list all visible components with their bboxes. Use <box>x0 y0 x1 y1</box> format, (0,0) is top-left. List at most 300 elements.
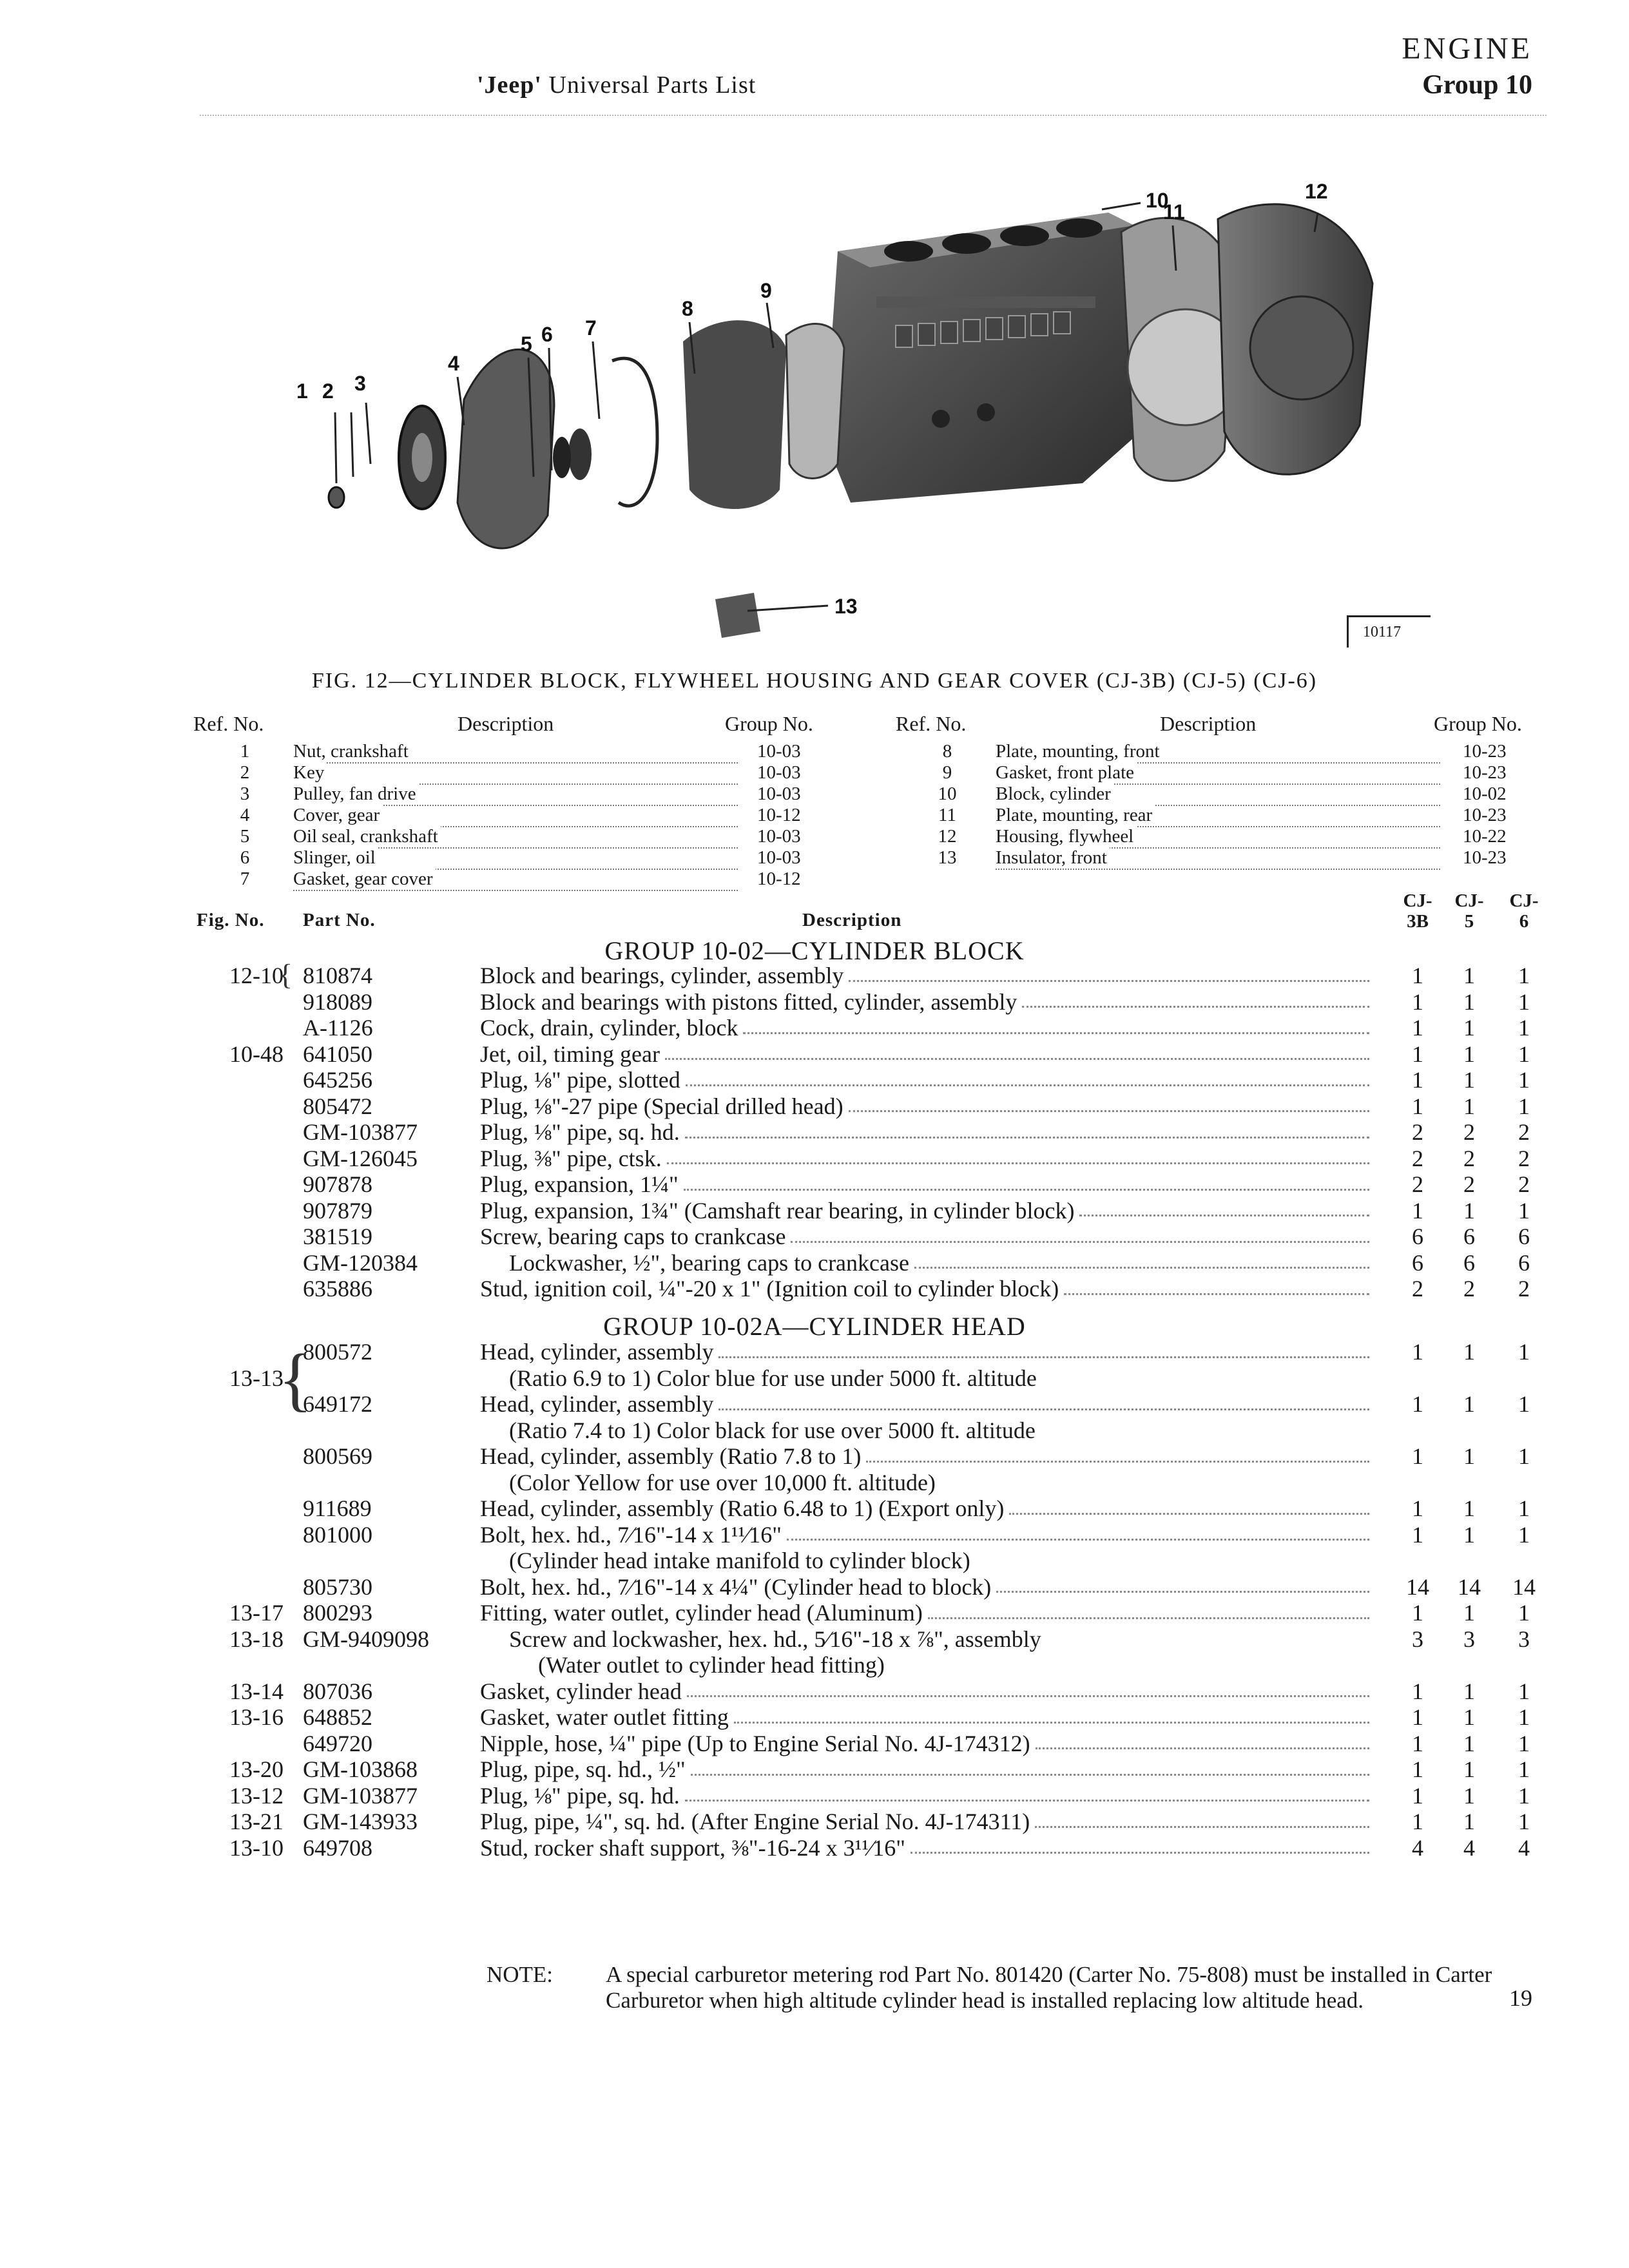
ref-no: 6 <box>240 847 250 868</box>
ref-desc: Plate, mounting, front <box>996 741 1440 764</box>
group-header-left: Group No. <box>725 712 813 735</box>
qty-cj5: 4 <box>1463 1834 1475 1861</box>
part-description: Plug, ⅛"-27 pipe (Special drilled head) <box>480 1093 843 1119</box>
part-no: GM-103868 <box>303 1756 418 1782</box>
ref-desc: Plate, mounting, rear <box>996 805 1440 827</box>
qty-cj3b: 1 <box>1412 1391 1423 1417</box>
figure-number-box: 10117 <box>1347 615 1431 648</box>
qty-cj3b: 1 <box>1412 963 1423 988</box>
leader-dots <box>1035 1809 1369 1828</box>
qty-cj3b: 1 <box>1412 1197 1423 1224</box>
ref-group: 10-03 <box>757 741 801 762</box>
part-description: (Ratio 6.9 to 1) Color blue for use under 5000 ft. altitude <box>509 1365 1037 1391</box>
qty-cj3b: 1 <box>1412 1730 1423 1756</box>
fig-no: 12-10 <box>229 963 284 988</box>
part-no: 649720 <box>303 1730 372 1756</box>
running-title <box>477 71 756 99</box>
callout-4: 4 <box>448 352 459 375</box>
qty-cj3b: 6 <box>1412 1224 1423 1249</box>
callout-13: 13 <box>834 595 858 618</box>
qty-cj3b: 1 <box>1412 1495 1423 1521</box>
qty-cj6: 3 <box>1518 1626 1530 1652</box>
fig-no: 13-16 <box>229 1704 284 1730</box>
qty-cj6: 1 <box>1518 1197 1530 1224</box>
part-no: GM-126045 <box>303 1145 418 1171</box>
section-name: ENGINE <box>1402 32 1532 66</box>
callout-10: 10 <box>1146 189 1169 212</box>
part-description: (Cylinder head intake manifold to cylinder block) <box>509 1548 970 1573</box>
qty-cj5: 1 <box>1463 1678 1475 1704</box>
leader-dots <box>667 1146 1369 1165</box>
fig-brace: { <box>278 958 293 991</box>
ref-group: 10-12 <box>757 869 801 889</box>
leader-dots <box>1036 1731 1369 1750</box>
qty-cj5: 2 <box>1463 1276 1475 1302</box>
part-description: Plug, pipe, sq. hd., ½" <box>480 1756 686 1782</box>
part-description: Nipple, hose, ¼" pipe (Up to Engine Serial No. 4J-174312) <box>480 1730 1030 1756</box>
table-row <box>0 1276 1629 1302</box>
qty-cj5: 2 <box>1463 1119 1475 1145</box>
ref-group: 10-02 <box>1463 783 1507 804</box>
ref-no: 12 <box>938 826 957 847</box>
group2-parts-list <box>0 1339 1629 1867</box>
qty-cj6: 1 <box>1518 1809 1530 1834</box>
model-header-cj3b: CJ- 3B <box>1403 890 1432 932</box>
description-header: Description <box>802 910 902 930</box>
qty-cj5: 1 <box>1463 1197 1475 1224</box>
qty-cj6: 1 <box>1518 1600 1530 1626</box>
ref-desc: Cover, gear <box>293 805 738 827</box>
leader-dots <box>687 1678 1369 1698</box>
qty-cj5: 1 <box>1463 963 1475 988</box>
part-description: (Ratio 7.4 to 1) Color black for use over 5000 ft. altitude <box>509 1417 1036 1443</box>
part-no: 807036 <box>303 1678 372 1704</box>
table-row <box>0 1365 1629 1392</box>
qty-cj6: 1 <box>1518 1391 1530 1417</box>
qty-cj5: 1 <box>1463 1067 1475 1093</box>
qty-cj6: 2 <box>1518 1145 1530 1171</box>
part-description: Block and bearings with pistons fitted, cylinder, assembly <box>480 988 1017 1015</box>
leader-dots <box>684 1171 1369 1191</box>
part-description: Gasket, water outlet fitting <box>480 1704 729 1730</box>
part-no: 918089 <box>303 988 372 1015</box>
ref-desc: Gasket, gear cover <box>293 869 738 891</box>
leader-dots <box>665 1041 1369 1061</box>
qty-cj5: 6 <box>1463 1249 1475 1276</box>
qty-cj6: 1 <box>1518 1495 1530 1521</box>
table-row <box>0 1678 1629 1705</box>
fig-no: 13-10 <box>229 1834 284 1861</box>
ref-no: 11 <box>938 805 956 825</box>
part-description: Lockwasher, ½", bearing caps to crankcase <box>509 1249 909 1276</box>
part-description: Screw, bearing caps to crankcase <box>480 1224 786 1249</box>
qty-cj5: 1 <box>1463 1809 1475 1834</box>
leader-dots <box>691 1756 1369 1776</box>
qty-cj5: 1 <box>1463 1339 1475 1365</box>
leader-dots <box>791 1224 1369 1243</box>
qty-cj6: 1 <box>1518 1756 1530 1782</box>
table-row <box>0 1835 1629 1861</box>
ref-no: 7 <box>240 869 250 889</box>
leader-dots <box>1079 1198 1369 1217</box>
table-row <box>0 1015 1629 1041</box>
part-description: Bolt, hex. hd., 7⁄16"-14 x 1¹¹⁄16" <box>480 1521 782 1548</box>
group-name: Group 10 <box>1422 70 1532 100</box>
ref-group: 10-23 <box>1463 805 1507 825</box>
table-row <box>0 1548 1629 1574</box>
oil-seal-drawing <box>568 428 592 480</box>
callout-5: 5 <box>521 332 532 356</box>
table-row <box>0 1626 1629 1653</box>
part-description: Plug, ⅛" pipe, sq. hd. <box>480 1119 680 1145</box>
part-description: Head, cylinder, assembly (Ratio 7.8 to 1) <box>480 1443 862 1469</box>
group-heading-cylinder-block: GROUP 10-02—CYLINDER BLOCK <box>604 936 1025 965</box>
ref-group: 10-23 <box>1463 741 1507 762</box>
leader-dots <box>718 1339 1369 1358</box>
qty-cj5: 1 <box>1463 988 1475 1015</box>
front-plate-drawing <box>683 320 786 509</box>
ref-no: 8 <box>942 741 952 762</box>
table-row <box>0 1443 1629 1470</box>
ref-desc: Nut, crankshaft <box>293 741 738 764</box>
note-label: NOTE: <box>487 1962 554 1987</box>
table-row <box>0 1146 1629 1172</box>
gear-cover-drawing <box>458 349 554 548</box>
part-no: 648852 <box>303 1704 372 1730</box>
qty-cj6: 1 <box>1518 1067 1530 1093</box>
qty-cj3b: 2 <box>1412 1119 1423 1145</box>
part-description: Bolt, hex. hd., 7⁄16"-14 x 4¼" (Cylinder head to block) <box>480 1573 992 1600</box>
ref-group: 10-03 <box>757 847 801 868</box>
part-no: GM-9409098 <box>303 1626 429 1652</box>
callout-6: 6 <box>541 323 553 346</box>
page-number: 19 <box>1509 1985 1532 2011</box>
ref-desc: Oil seal, crankshaft <box>293 826 738 849</box>
ref-no: 9 <box>942 762 952 783</box>
leader-dots <box>787 1522 1369 1541</box>
part-description: Head, cylinder, assembly (Ratio 6.48 to 1) (Export only) <box>480 1495 1005 1521</box>
qty-cj3b: 1 <box>1412 988 1423 1015</box>
part-no: GM-143933 <box>303 1809 418 1834</box>
part-description: Screw and lockwasher, hex. hd., 5⁄16"-18 x ⅞", assembly <box>509 1626 1041 1652</box>
qty-cj6: 1 <box>1518 1521 1530 1548</box>
table-row <box>0 1756 1629 1783</box>
cylinder-block-drawing <box>825 213 1147 503</box>
leader-dots <box>1064 1276 1369 1295</box>
callout-11: 11 <box>1163 200 1185 224</box>
qty-cj3b: 2 <box>1412 1145 1423 1171</box>
qty-cj3b: 2 <box>1412 1276 1423 1302</box>
fig-no: 13-17 <box>229 1600 284 1626</box>
part-description: Head, cylinder, assembly <box>480 1391 714 1417</box>
table-row <box>0 1250 1629 1276</box>
ref-group: 10-03 <box>757 826 801 847</box>
leader-dots <box>866 1443 1369 1463</box>
table-row <box>0 1041 1629 1068</box>
qty-cj5: 1 <box>1463 1782 1475 1809</box>
table-row <box>0 1224 1629 1250</box>
table-row <box>0 1171 1629 1198</box>
qty-cj5: 1 <box>1463 1730 1475 1756</box>
table-row <box>0 1418 1629 1444</box>
table-row <box>0 1809 1629 1835</box>
leader-dots <box>1009 1495 1369 1515</box>
qty-cj6: 6 <box>1518 1249 1530 1276</box>
qty-cj5: 2 <box>1463 1145 1475 1171</box>
part-no: 641050 <box>303 1041 372 1067</box>
qty-cj6: 1 <box>1518 963 1530 988</box>
part-no: 907879 <box>303 1197 372 1224</box>
qty-cj3b: 1 <box>1412 1067 1423 1093</box>
qty-cj5: 1 <box>1463 1600 1475 1626</box>
callout-9: 9 <box>760 279 772 302</box>
part-no: 801000 <box>303 1521 372 1548</box>
fig-no-header: Fig. No. <box>197 910 265 930</box>
fig-brace: { <box>278 1340 313 1418</box>
ref-no: 5 <box>240 826 250 847</box>
qty-cj3b: 1 <box>1412 1600 1423 1626</box>
ref-no: 3 <box>240 783 250 804</box>
part-no: 649708 <box>303 1834 372 1861</box>
qty-cj5: 1 <box>1463 1041 1475 1067</box>
qty-cj3b: 1 <box>1412 1521 1423 1548</box>
qty-cj6: 2 <box>1518 1119 1530 1145</box>
fig-no: 13-14 <box>229 1678 284 1704</box>
leader-dots <box>914 1250 1369 1269</box>
ref-group: 10-03 <box>757 762 801 783</box>
table-row <box>0 1093 1629 1120</box>
ref-desc: Pulley, fan drive <box>293 783 738 806</box>
callout-8: 8 <box>682 297 693 320</box>
ref-desc: Gasket, front plate <box>996 762 1440 785</box>
leader-dots <box>996 1574 1369 1593</box>
qty-cj5: 3 <box>1463 1626 1475 1652</box>
qty-cj3b: 1 <box>1412 1782 1423 1809</box>
fig-no: 10-48 <box>229 1041 284 1067</box>
qty-cj6: 1 <box>1518 1093 1530 1119</box>
table-row <box>0 1067 1629 1093</box>
qty-cj3b: 6 <box>1412 1249 1423 1276</box>
qty-cj5: 1 <box>1463 1521 1475 1548</box>
qty-cj6: 1 <box>1518 1678 1530 1704</box>
leader-dots <box>743 1015 1369 1034</box>
table-row <box>0 1495 1629 1522</box>
qty-cj3b: 1 <box>1412 1756 1423 1782</box>
ref-no: 2 <box>240 762 250 783</box>
qty-cj5: 1 <box>1463 1391 1475 1417</box>
qty-cj3b: 1 <box>1412 1678 1423 1704</box>
leader-dots <box>911 1835 1369 1854</box>
part-description: Head, cylinder, assembly <box>480 1339 714 1365</box>
part-no: 381519 <box>303 1224 372 1249</box>
qty-cj5: 1 <box>1463 1756 1475 1782</box>
ref-group: 10-22 <box>1463 826 1507 847</box>
part-description: (Color Yellow for use over 10,000 ft. altitude) <box>509 1469 936 1495</box>
qty-cj3b: 1 <box>1412 1041 1423 1067</box>
engine-exploded-illustration <box>193 155 1482 670</box>
qty-cj3b: 4 <box>1412 1834 1423 1861</box>
slinger-drawing <box>553 437 571 478</box>
table-row <box>0 1600 1629 1626</box>
part-description: Plug, pipe, ¼", sq. hd. (After Engine Serial No. 4J-174311) <box>480 1809 1030 1834</box>
ref-no: 10 <box>938 783 957 804</box>
table-row <box>0 1339 1629 1365</box>
leader-dots <box>928 1600 1369 1619</box>
part-no-header: Part No. <box>303 910 376 930</box>
ref-desc: Block, cylinder <box>996 783 1440 806</box>
qty-cj6: 2 <box>1518 1171 1530 1197</box>
figure-caption: FIG. 12—CYLINDER BLOCK, FLYWHEEL HOUSING AND GEAR COVER (CJ-3B) (CJ-5) (CJ-6) <box>311 669 1318 693</box>
qty-cj3b: 2 <box>1412 1171 1423 1197</box>
ref-group: 10-03 <box>757 783 801 804</box>
section-heading <box>1402 31 1532 103</box>
fig-no: 13-13 <box>229 1365 284 1391</box>
table-row <box>0 1704 1629 1731</box>
qty-cj5: 14 <box>1458 1573 1481 1600</box>
ref-group: 10-23 <box>1463 847 1507 868</box>
qty-cj5: 1 <box>1463 1093 1475 1119</box>
leader-dots <box>685 1783 1369 1802</box>
qty-cj6: 1 <box>1518 1704 1530 1730</box>
ref-table <box>0 741 1629 896</box>
ref-desc: Housing, flywheel <box>996 826 1440 849</box>
qty-cj3b: 1 <box>1412 1809 1423 1834</box>
table-row <box>0 1391 1629 1418</box>
qty-cj3b: 1 <box>1412 1015 1423 1041</box>
leader-dots <box>849 963 1369 982</box>
qty-cj3b: 1 <box>1412 1339 1423 1365</box>
qty-cj6: 1 <box>1518 1443 1530 1469</box>
part-no: 645256 <box>303 1067 372 1093</box>
part-description: Stud, ignition coil, ¼"-20 x 1" (Ignition coil to cylinder block) <box>480 1276 1059 1302</box>
part-no: A-1126 <box>303 1015 373 1041</box>
leader-dots <box>1022 989 1369 1008</box>
fig-no: 13-18 <box>229 1626 284 1652</box>
table-row <box>0 963 1629 989</box>
callout-12: 12 <box>1305 180 1328 203</box>
group-heading-cylinder-head: GROUP 10-02A—CYLINDER HEAD <box>603 1312 1026 1341</box>
qty-cj3b: 1 <box>1412 1704 1423 1730</box>
part-description: Block and bearings, cylinder, assembly <box>480 963 844 988</box>
part-description: Plug, expansion, 1¾" (Camshaft rear bearing, in cylinder block) <box>480 1197 1075 1224</box>
qty-cj5: 1 <box>1463 1015 1475 1041</box>
callout-7: 7 <box>585 316 597 340</box>
part-description: Fitting, water outlet, cylinder head (Aluminum) <box>480 1600 923 1626</box>
group-header-right: Group No. <box>1434 712 1522 735</box>
qty-cj6: 14 <box>1512 1573 1536 1600</box>
header-rule <box>200 115 1547 116</box>
crankshaft-nut-drawing <box>329 487 344 508</box>
qty-cj3b: 1 <box>1412 1443 1423 1469</box>
ref-no: 13 <box>938 847 957 868</box>
part-no: GM-103877 <box>303 1119 418 1145</box>
model-header-cj5: CJ- 5 <box>1454 890 1484 932</box>
part-no: 800572 <box>303 1339 372 1365</box>
part-no: 805730 <box>303 1573 372 1600</box>
callout-1: 1 <box>296 380 308 403</box>
qty-cj6: 6 <box>1518 1224 1530 1249</box>
qty-cj6: 1 <box>1518 1782 1530 1809</box>
table-row <box>0 1652 1629 1678</box>
table-row <box>0 1522 1629 1548</box>
qty-cj6: 1 <box>1518 988 1530 1015</box>
table-row <box>0 1119 1629 1146</box>
ref-header-right: Ref. No. <box>896 712 967 735</box>
qty-cj5: 1 <box>1463 1443 1475 1469</box>
qty-cj5: 1 <box>1463 1495 1475 1521</box>
gear-cover-gasket-drawing <box>612 358 657 506</box>
part-no: GM-103877 <box>303 1782 418 1809</box>
table-row <box>0 1470 1629 1496</box>
desc-header-left: Description <box>458 712 554 735</box>
ref-desc: Slinger, oil <box>293 847 738 870</box>
table-row <box>0 1198 1629 1224</box>
leader-dots <box>849 1093 1369 1113</box>
table-row <box>0 1783 1629 1809</box>
ref-no: 1 <box>240 741 250 762</box>
ref-header-left: Ref. No. <box>193 712 264 735</box>
part-no: 907878 <box>303 1171 372 1197</box>
ref-group: 10-23 <box>1463 762 1507 783</box>
note-block <box>487 1962 1550 2046</box>
part-no: 911689 <box>303 1495 372 1521</box>
qty-cj6: 1 <box>1518 1015 1530 1041</box>
table-row <box>0 989 1629 1015</box>
part-description: Gasket, cylinder head <box>480 1678 682 1704</box>
part-description: Plug, ⅜" pipe, ctsk. <box>480 1145 662 1171</box>
qty-cj6: 1 <box>1518 1339 1530 1365</box>
qty-cj3b: 14 <box>1406 1573 1429 1600</box>
front-gasket-drawing <box>786 324 844 479</box>
leader-dots <box>734 1704 1369 1724</box>
model-header-cj6: CJ- 6 <box>1509 890 1539 932</box>
part-description: Cock, drain, cylinder, block <box>480 1015 738 1041</box>
ref-desc: Key <box>293 762 738 785</box>
fig-no: 13-21 <box>229 1809 284 1834</box>
desc-header-right: Description <box>1160 712 1257 735</box>
part-description: Stud, rocker shaft support, ⅜"-16-24 x 3¹¹⁄16" <box>480 1834 905 1861</box>
table-row <box>0 1731 1629 1757</box>
front-insulator-drawing <box>715 593 760 638</box>
leader-dots <box>718 1391 1369 1410</box>
qty-cj3b: 1 <box>1412 1093 1423 1119</box>
part-no: 810874 <box>303 963 372 988</box>
ref-desc: Insulator, front <box>996 847 1440 870</box>
qty-cj6: 1 <box>1518 1041 1530 1067</box>
leader-dots <box>686 1067 1369 1086</box>
part-no: 800293 <box>303 1600 372 1626</box>
part-description: Plug, expansion, 1¼" <box>480 1171 679 1197</box>
part-no: GM-120384 <box>303 1249 418 1276</box>
qty-cj6: 1 <box>1518 1730 1530 1756</box>
part-description: Jet, oil, timing gear <box>480 1041 660 1067</box>
part-description: (Water outlet to cylinder head fitting) <box>538 1652 885 1678</box>
callout-3: 3 <box>354 372 366 395</box>
note-text: A special carburetor metering rod Part No. 801420 (Carter No. 75-808) must be installed in Carter Carburetor when high altitude cylinder head is installed replacing low altitude head. <box>606 1962 1492 2013</box>
fig-no: 13-12 <box>229 1782 284 1809</box>
ref-no: 4 <box>240 805 250 825</box>
qty-cj5: 2 <box>1463 1171 1475 1197</box>
part-no: 635886 <box>303 1276 372 1302</box>
qty-cj5: 1 <box>1463 1704 1475 1730</box>
brand-name: 'Jeep' <box>477 72 542 99</box>
qty-cj3b: 3 <box>1412 1626 1423 1652</box>
part-no: 800569 <box>303 1443 372 1469</box>
title-rest: Universal Parts List <box>548 72 757 99</box>
qty-cj5: 6 <box>1463 1224 1475 1249</box>
part-no: 805472 <box>303 1093 372 1119</box>
qty-cj6: 2 <box>1518 1276 1530 1302</box>
